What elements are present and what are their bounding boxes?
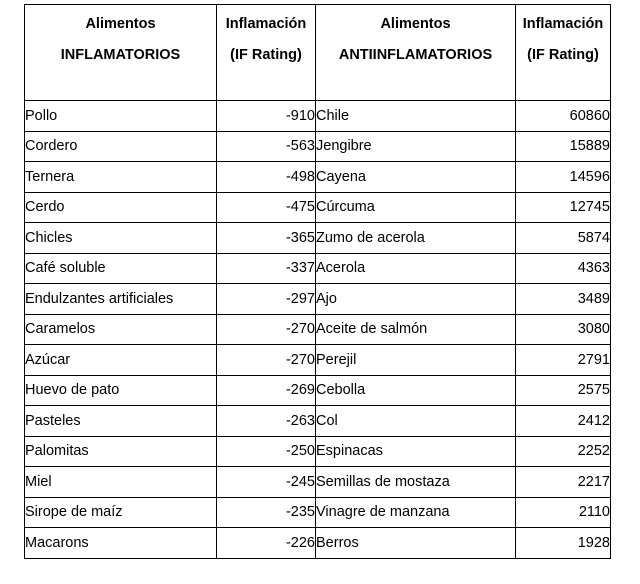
table-row [25, 131, 611, 162]
food-inflammation-table [24, 4, 611, 559]
cell-inflammatory-rating: -263 [217, 406, 316, 437]
cell-inflammatory-food: Miel [25, 467, 217, 498]
cell-inflammatory-food: Cordero [25, 131, 217, 162]
cell-anti-inflammatory-rating: 3489 [516, 284, 611, 315]
header-anti-inflammatory-rating [516, 5, 611, 101]
table-row [25, 406, 611, 437]
cell-inflammatory-rating: -270 [217, 345, 316, 376]
cell-anti-inflammatory-rating: 3080 [516, 314, 611, 345]
cell-inflammatory-food: Palomitas [25, 436, 217, 467]
cell-anti-inflammatory-food: Acerola [316, 253, 516, 284]
cell-anti-inflammatory-food: Vinagre de manzana [316, 497, 516, 528]
header-text: Inflamación [522, 16, 604, 32]
table-row [25, 467, 611, 498]
cell-anti-inflammatory-food: Espinacas [316, 436, 516, 467]
cell-inflammatory-food: Café soluble [25, 253, 217, 284]
cell-inflammatory-food: Pollo [25, 101, 217, 132]
cell-inflammatory-food: Huevo de pato [25, 375, 217, 406]
cell-anti-inflammatory-food: Cebolla [316, 375, 516, 406]
cell-inflammatory-rating: -337 [217, 253, 316, 284]
header-text: (IF Rating) [527, 47, 599, 63]
table-header [25, 5, 611, 101]
cell-inflammatory-food: Cerdo [25, 192, 217, 223]
table-row [25, 436, 611, 467]
header-text: INFLAMATORIOS [60, 47, 181, 63]
cell-inflammatory-food: Endulzantes artificiales [25, 284, 217, 315]
table-row [25, 101, 611, 132]
header-row [25, 5, 611, 101]
cell-anti-inflammatory-food: Cayena [316, 162, 516, 193]
cell-inflammatory-food: Caramelos [25, 314, 217, 345]
table-row [25, 528, 611, 559]
cell-inflammatory-rating: -297 [217, 284, 316, 315]
cell-anti-inflammatory-food: Berros [316, 528, 516, 559]
table-body [25, 101, 611, 559]
cell-anti-inflammatory-rating: 4363 [516, 253, 611, 284]
cell-anti-inflammatory-food: Col [316, 406, 516, 437]
cell-anti-inflammatory-rating: 14596 [516, 162, 611, 193]
table-row [25, 253, 611, 284]
header-text: Inflamación [225, 16, 307, 32]
cell-inflammatory-rating: -910 [217, 101, 316, 132]
cell-anti-inflammatory-food: Chile [316, 101, 516, 132]
header-text: Alimentos [85, 16, 156, 32]
header-anti-inflammatory-foods [316, 5, 516, 101]
cell-inflammatory-food: Pasteles [25, 406, 217, 437]
cell-inflammatory-food: Macarons [25, 528, 217, 559]
header-inflammatory-foods [25, 5, 217, 101]
cell-anti-inflammatory-food: Jengibre [316, 131, 516, 162]
cell-anti-inflammatory-rating: 2791 [516, 345, 611, 376]
cell-anti-inflammatory-rating: 2575 [516, 375, 611, 406]
cell-anti-inflammatory-food: Semillas de mostaza [316, 467, 516, 498]
cell-anti-inflammatory-rating: 60860 [516, 101, 611, 132]
cell-inflammatory-rating: -250 [217, 436, 316, 467]
cell-anti-inflammatory-rating: 1928 [516, 528, 611, 559]
cell-anti-inflammatory-rating: 2252 [516, 436, 611, 467]
header-text: ANTIINFLAMATORIOS [338, 47, 493, 63]
cell-anti-inflammatory-food: Zumo de acerola [316, 223, 516, 254]
cell-anti-inflammatory-rating: 2110 [516, 497, 611, 528]
table-row [25, 223, 611, 254]
cell-anti-inflammatory-food: Aceite de salmón [316, 314, 516, 345]
cell-anti-inflammatory-rating: 2412 [516, 406, 611, 437]
cell-inflammatory-food: Sirope de maíz [25, 497, 217, 528]
cell-anti-inflammatory-food: Ajo [316, 284, 516, 315]
cell-inflammatory-rating: -226 [217, 528, 316, 559]
table-row [25, 284, 611, 315]
cell-anti-inflammatory-rating: 15889 [516, 131, 611, 162]
cell-inflammatory-rating: -475 [217, 192, 316, 223]
table-row [25, 314, 611, 345]
cell-anti-inflammatory-rating: 12745 [516, 192, 611, 223]
cell-inflammatory-food: Azúcar [25, 345, 217, 376]
cell-inflammatory-rating: -235 [217, 497, 316, 528]
table-row [25, 345, 611, 376]
cell-inflammatory-rating: -498 [217, 162, 316, 193]
cell-inflammatory-rating: -270 [217, 314, 316, 345]
cell-inflammatory-rating: -563 [217, 131, 316, 162]
cell-inflammatory-rating: -269 [217, 375, 316, 406]
cell-anti-inflammatory-rating: 2217 [516, 467, 611, 498]
table-row [25, 162, 611, 193]
cell-inflammatory-food: Ternera [25, 162, 217, 193]
table-row [25, 192, 611, 223]
table-row [25, 375, 611, 406]
cell-anti-inflammatory-food: Perejil [316, 345, 516, 376]
header-text: (IF Rating) [230, 47, 302, 63]
cell-anti-inflammatory-rating: 5874 [516, 223, 611, 254]
header-inflammatory-rating [217, 5, 316, 101]
cell-inflammatory-food: Chicles [25, 223, 217, 254]
cell-inflammatory-rating: -245 [217, 467, 316, 498]
cell-anti-inflammatory-food: Cúrcuma [316, 192, 516, 223]
header-text: Alimentos [380, 16, 451, 32]
table-row [25, 497, 611, 528]
cell-inflammatory-rating: -365 [217, 223, 316, 254]
